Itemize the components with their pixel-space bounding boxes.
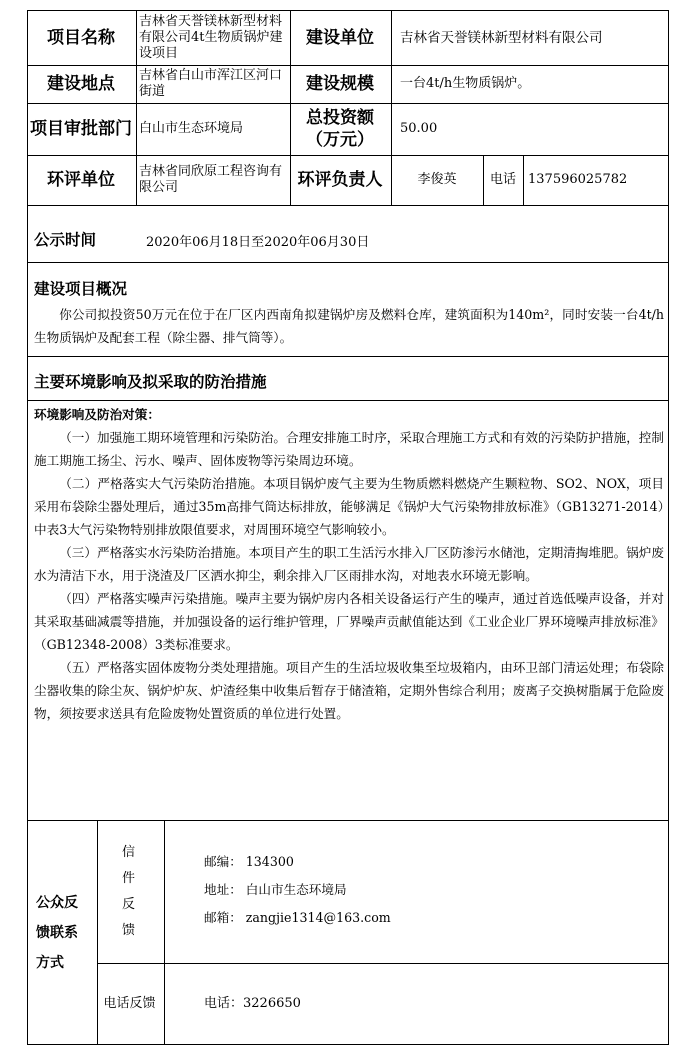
- measure-item-1: （一）加强施工期环境管理和污染防治。合理安排施工时序，采取合理施工方式和有效的污染防护措施，控制施工期施工扬尘、污水、噪声、固体废物等污染周边环境。: [34, 430, 664, 468]
- location-value: 吉林省白山市浑江区河口街道: [139, 68, 283, 99]
- phone-feedback-label: 电话反馈: [103, 996, 156, 1011]
- investment-value: 50.00: [400, 121, 438, 136]
- col-line: [164, 820, 165, 1045]
- investment-label: 总投资额（万元）: [306, 108, 374, 150]
- overview-body: [34, 303, 664, 353]
- phone-label: 电话: [489, 172, 516, 187]
- feedback-label: 公众反馈联系方式: [36, 894, 78, 971]
- eia-unit-value: 吉林省同欣原工程咨询有限公司: [139, 164, 283, 195]
- eia-unit-label: 环评单位: [47, 170, 115, 190]
- approval-value: 白山市生态环境局: [139, 121, 244, 136]
- border-top: [27, 10, 669, 11]
- col-line: [136, 10, 137, 206]
- row-line: [97, 963, 669, 964]
- scale-label: 建设规模: [306, 74, 374, 94]
- measure-item-5: （五）严格落实固体废物分类处理措施。项目产生的生活垃圾收集至垃圾箱内，由环卫部门清运处理；布袋除尘器收集的除尘灰、锅炉炉灰、炉渣经集中收集后暂存于储渣箱，定期外售综合利用；废离子交换树脂属于危险废物，须按要求送具有危险废物处置资质的单位进行处置。: [34, 660, 664, 721]
- col-line: [523, 155, 524, 206]
- border-right: [668, 10, 669, 1045]
- row-line: [27, 356, 669, 357]
- col-line: [290, 10, 291, 206]
- project-name-value: 吉林省天誉镁林新型材料有限公司4t生物质锅炉建设项目: [139, 13, 283, 61]
- measures-subtitle: 环境影响及防治对策：: [34, 407, 160, 422]
- row-line: [27, 65, 669, 66]
- col-line: [391, 10, 392, 206]
- measure-item-2: （二）严格落实大气污染防治措施。本项目锅炉废气主要为生物质燃料燃烧产生颗粒物、SO2、NOX，项目采用布袋除尘器处理后，通过35m高排气筒达标排放，能够满足《锅炉大气污染物排放标准》（GB13271-2014）中表3大气污染物特别排放限值要求，对周围环境空气影响较小。: [34, 476, 664, 537]
- phone-value: 13759602578​2: [528, 172, 628, 187]
- builder-label: 建设单位: [306, 27, 374, 48]
- row-line: [27, 103, 669, 104]
- letter-feedback-label: 信件反馈: [121, 844, 139, 938]
- measure-item-3: （三）严格落实水污染防治措施。本项目产生的职工生活污水排入厂区防渗污水储池，定期清掏堆肥。锅炉废水为清洁下水，用于浇渣及厂区洒水抑尘，剩余排入厂区雨排水沟，对地表水环境无影响。: [34, 545, 664, 583]
- overview-title: 建设项目概况: [34, 280, 128, 298]
- row-line: [27, 155, 669, 156]
- col-line: [483, 155, 484, 206]
- row-line: [27, 205, 669, 206]
- email-line[interactable]: 邮箱： zangjie1314@163.com: [204, 910, 391, 925]
- border-bottom: [27, 1044, 669, 1045]
- col-line: [97, 820, 98, 1045]
- feedback-label-cell: [27, 820, 97, 1045]
- row-line: [27, 262, 669, 263]
- project-name-label: 项目名称: [47, 27, 115, 48]
- border-left: [27, 10, 28, 1045]
- approval-label: 项目审批部门: [30, 119, 132, 139]
- measures-title: 主要环境影响及拟采取的防治措施: [34, 373, 267, 391]
- builder-value: 吉林省天誉镁林新型材料有限公司: [400, 29, 603, 46]
- zip-line: 邮编： 134300: [204, 854, 294, 869]
- row-line: [27, 400, 669, 401]
- phone-feedback-value: 电话：3226650: [204, 996, 301, 1011]
- eia-person-value: 李俊英: [417, 172, 457, 187]
- letter-feedback-body: [204, 848, 644, 938]
- address-line: 地址： 白山市生态环境局: [204, 882, 347, 897]
- measure-item-4: （四）严格落实噪声污染措施。噪声主要为锅炉房内各相关设备运行产生的噪声，通过首选低噪声设备，并对其采取基础减震等措施，并加强设备的运行维护管理，厂界噪声贡献值能达到《工业企业厂界环境噪声排放标准》（GB12348-2008）3类标准要求。: [34, 591, 664, 652]
- phone-feedback-label-cell: [97, 963, 164, 1045]
- letter-feedback-label-cell: [97, 820, 164, 963]
- location-label: 建设地点: [47, 74, 115, 94]
- row-line: [27, 820, 669, 821]
- eia-person-label: 环评负责人: [297, 170, 383, 190]
- overview-text: 你公司拟投资50万元在位于在厂区内西南角拟建锅炉房及燃料仓库，建筑面积为140m²，同时安装一台4t/h生物质锅炉及配套工程（除尘器、排气筒等）。: [34, 307, 664, 345]
- publicity-label: 公示时间: [34, 231, 97, 249]
- measures-body: [34, 403, 664, 823]
- publicity-value: 2020年06月18日至2020年06月30日: [146, 235, 370, 250]
- scale-value: 一台4t/h生物质锅炉。: [400, 76, 531, 91]
